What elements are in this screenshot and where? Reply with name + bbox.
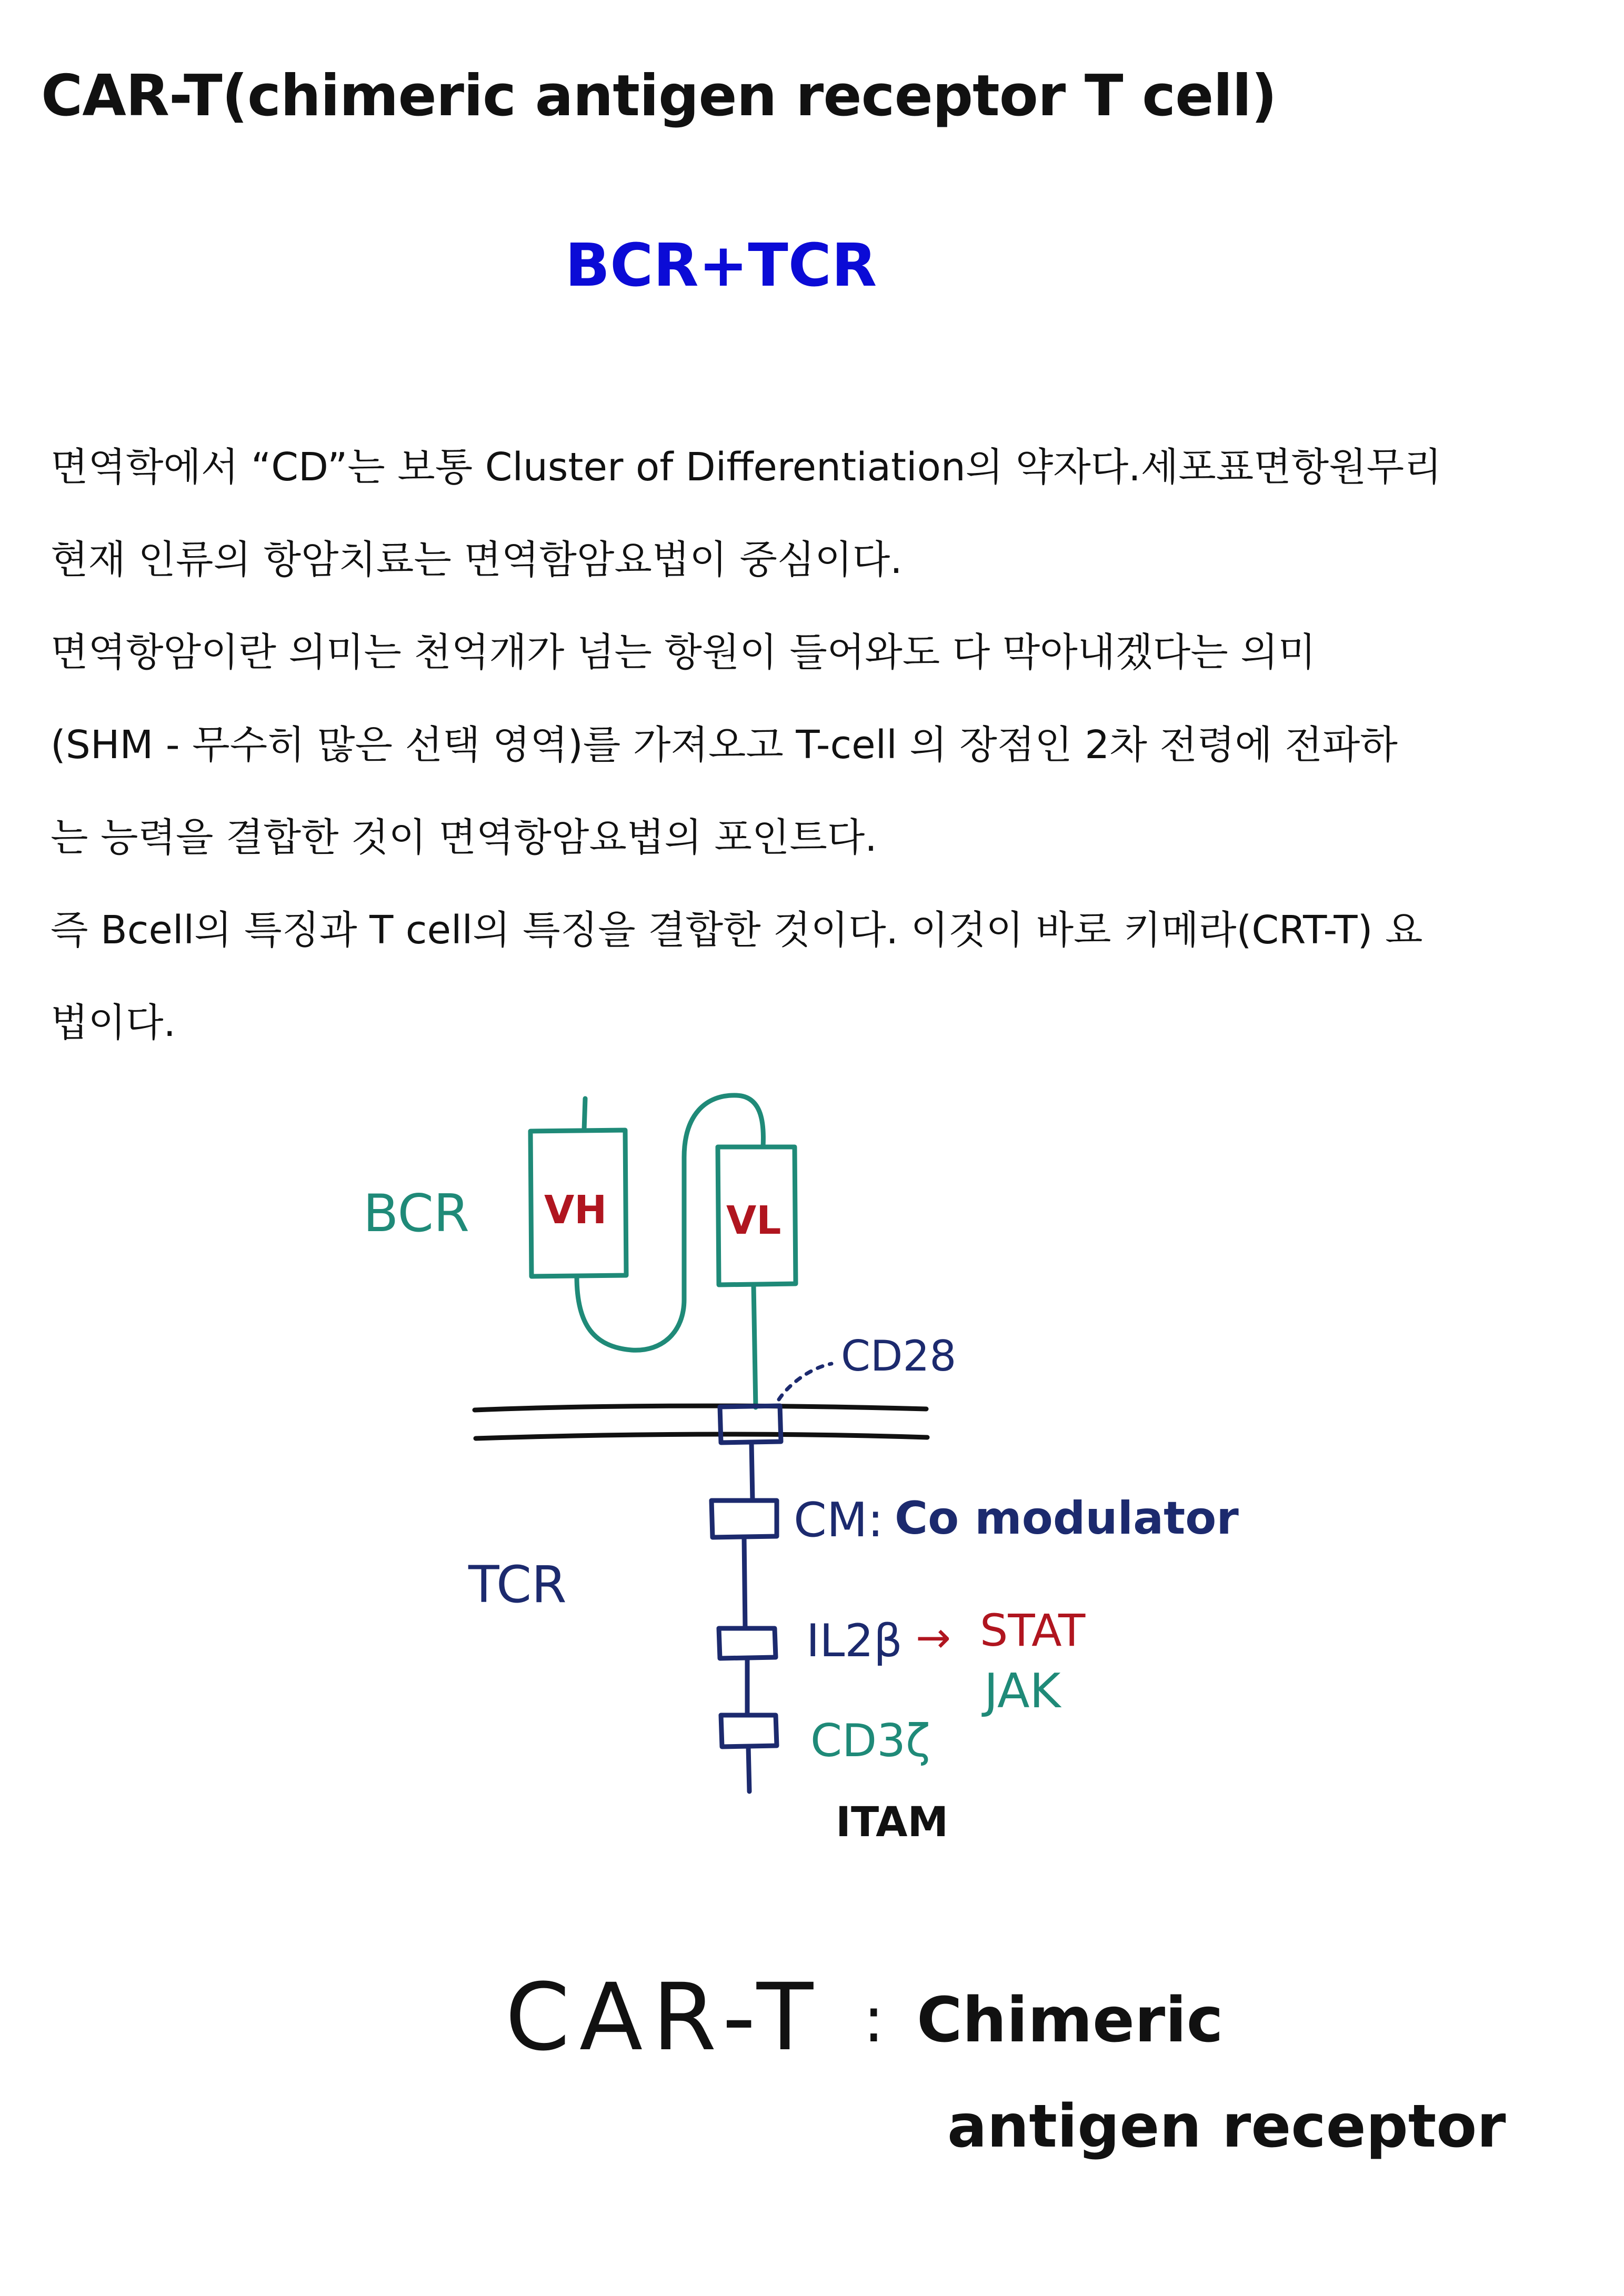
il2b-label: IL2β xyxy=(806,1615,903,1667)
page-title: CAR-T(chimeric antigen receptor T cell) xyxy=(41,63,1277,129)
cd28-pointer xyxy=(779,1364,831,1399)
jak-label: JAK xyxy=(984,1664,1061,1719)
cm-label: CM: xyxy=(794,1493,884,1548)
cd28-label: CD28 xyxy=(841,1332,957,1381)
cell-membrane xyxy=(475,1406,927,1438)
chimeric-label: Chimeric xyxy=(917,1983,1224,2056)
tcr-structure xyxy=(711,1406,781,1791)
cart-label: CAR-T xyxy=(505,1963,823,2071)
body-text xyxy=(51,421,1577,1069)
itam-label: ITAM xyxy=(836,1799,949,1846)
page-subtitle: BCR+TCR xyxy=(565,231,877,300)
body-line: 면역항암이란 의미는 천억개가 넘는 항원이 들어와도 다 막아내겠다는 의미 xyxy=(51,630,1316,675)
comodulator-label: Co modulator xyxy=(895,1492,1239,1545)
cart-colon: : xyxy=(863,1983,885,2057)
body-line: 현재 인류의 항암치료는 면역함암요법이 중심이다. xyxy=(51,537,903,582)
cd3z-label: CD3ζ xyxy=(810,1715,930,1767)
arrow-icon: → xyxy=(916,1613,951,1662)
vh-label: VH xyxy=(544,1187,607,1233)
antigen-receptor-label: antigen receptor xyxy=(947,2092,1506,2161)
body-line: (SHM - 무수히 많은 선택 영역)를 가져오고 T-cell 의 장점인 2차 전령에 전파하 xyxy=(51,722,1398,768)
car-t-diagram xyxy=(0,1052,1624,2252)
body-line: 는 능력을 결합한 것이 면역항암요법의 포인트다. xyxy=(51,815,877,860)
bcr-label: BCR xyxy=(363,1184,470,1244)
body-line: 면역학에서 “CD”는 보통 Cluster of Differentiation의 약자다.세포표면항원무리 xyxy=(51,445,1442,490)
bcr-structure xyxy=(530,1095,796,1407)
body-line: 법이다. xyxy=(51,1000,176,1045)
body-line: 즉 Bcell의 특징과 T cell의 특징을 결합한 것이다. 이것이 바로 키메라(CRT-T) 요 xyxy=(51,908,1423,953)
stat-label: STAT xyxy=(980,1605,1086,1656)
vl-label: VL xyxy=(726,1198,781,1243)
tcr-label: TCR xyxy=(468,1555,567,1614)
